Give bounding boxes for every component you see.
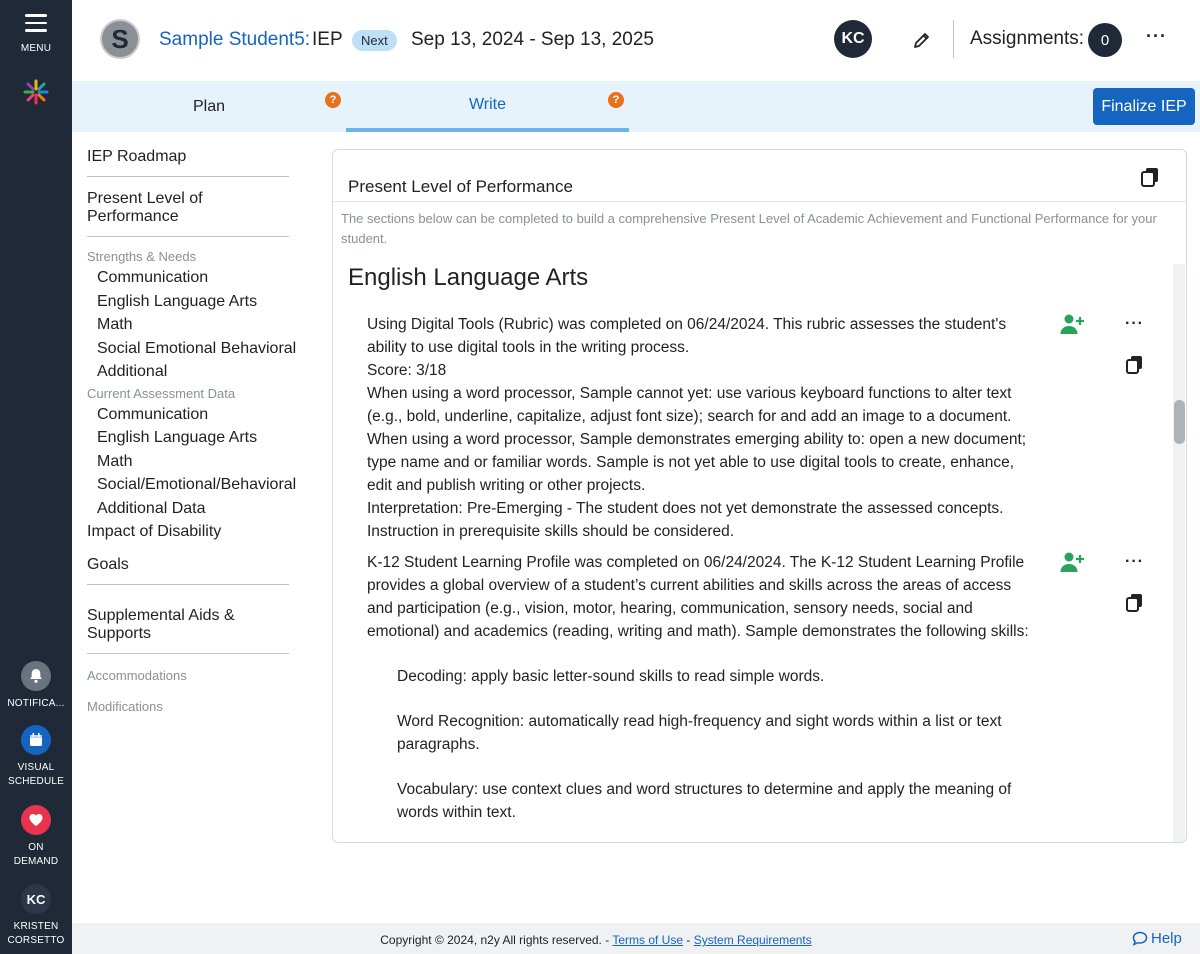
nav-strengths-additional[interactable]: Additional [97,363,168,380]
hamburger-icon [25,14,47,37]
skill-item: Word Recognition: automatically read high-frequency and sight words within a list or text paragraphs. [397,713,1002,753]
student-name-link[interactable]: Sample Student5: [159,29,311,50]
student-avatar[interactable]: S [100,19,140,59]
assessment-entry [367,313,1032,543]
nav-iep-roadmap[interactable]: IEP Roadmap [87,148,187,165]
side-rail [0,0,72,954]
n2y-logo-icon[interactable] [22,78,50,106]
entry-text: Using Digital Tools (Rubric) was completed on 06/24/2024. This rubric assesses the student's ability to use digital tools in the writing process. [367,316,1007,356]
heart-icon [21,805,51,835]
user-avatar: KC [21,884,51,914]
copy-icon[interactable] [1125,593,1145,613]
entry-actions [1059,313,1149,373]
tab-bar [72,81,1200,132]
nav-strengths-seb[interactable]: Social Emotional Behavioral [97,339,297,357]
tab-plan[interactable]: Plan [192,97,226,115]
section-title: English Language Arts [348,264,589,291]
entry-more-button[interactable]: ··· [1125,315,1144,332]
next-badge: Next [352,30,397,51]
finalize-iep-button[interactable]: Finalize IEP [1093,88,1195,125]
assignments-count[interactable]: 0 [1088,23,1122,57]
scrollbar-track[interactable] [1173,264,1185,843]
entry-interpretation: Interpretation: Pre-Emerging - The student does not yet demonstrate the assessed concepts. Instruction in prerequisite skills should be considered. [367,500,1004,540]
tab-write[interactable]: Write [346,81,629,132]
nav-assessment-group: Current Assessment Data [87,385,236,401]
card-title: Present Level of Performance [348,177,573,196]
nav-impact-of-disability[interactable]: Impact of Disability [87,523,222,540]
notifications-button[interactable] [0,661,72,711]
nav-divider [87,653,289,654]
nav-supplemental-aids[interactable]: Supplemental Aids & Supports [87,606,235,642]
nav-goals[interactable]: Goals [87,555,129,573]
terms-of-use-link[interactable]: Terms of Use [612,933,684,947]
help-button[interactable] [1132,930,1182,947]
user-label-1: KRISTEN [13,921,59,932]
visual-schedule-button[interactable] [0,725,72,789]
menu-label: MENU [20,42,52,54]
present-level-card [332,149,1187,843]
date-range: Sep 13, 2024 - Sep 13, 2025 [411,29,654,50]
notifications-label: NOTIFICA... [7,698,65,709]
help-label: Help [1151,930,1182,947]
iep-nav [87,132,297,714]
pencil-icon[interactable] [912,30,932,50]
skill-item: Vocabulary: use context clues and word structures to determine and apply the meaning of words within text. [397,781,1012,821]
nav-strengths-ela[interactable]: English Language Arts [97,292,258,310]
bell-icon [21,661,51,691]
assignments-label: Assignments: [970,28,1085,49]
copy-all-icon[interactable] [1139,166,1161,188]
nav-assessment-math[interactable]: Math [97,452,133,470]
plan-help-icon[interactable]: ? [325,92,341,108]
card-divider [333,201,1187,202]
nav-assessment-ela[interactable]: English Language Arts [97,429,258,446]
entry-score: Score: 3/18 [367,362,447,379]
nav-accommodations[interactable]: Accommodations [87,667,187,683]
add-person-icon[interactable] [1059,551,1085,573]
schedule-label-1: VISUAL [17,762,55,773]
assessment-entry [367,551,1032,824]
schedule-label-2: SCHEDULE [7,776,65,787]
doc-type-label: IEP [312,29,343,50]
header-divider [953,20,954,58]
entry-more-button[interactable]: ··· [1125,553,1144,570]
ondemand-label-1: ON [28,842,44,853]
nav-modifications[interactable]: Modifications [87,698,163,714]
header [72,0,1200,80]
entry-text: K-12 Student Learning Profile was completed on 06/24/2024. The K-12 Student Learning Profile provides a global overview of a student’s current abilities and skills across the areas of access and participation (e.g., vision, motor, hearing, communication, sensory needs, social and emotional) and academics (reading, writing and math). Sample demonstrates the following skills: [367,554,1029,640]
entry-text: When using a word processor, Sample cannot yet: use various keyboard functions to alter text (e.g., bold, underline, capitalize, adjust font size); search for and add an image to a document. When using a word processor, Sample demonstrates emerging ability to: open a new document; type name and or familiar words. Sample is not yet able to use digital tools to create, enhance, edit and publish writing or other projects. [367,385,1027,494]
nav-strengths-communication[interactable]: Communication [97,269,209,286]
user-profile-button[interactable] [0,884,72,948]
nav-divider [87,236,289,237]
scrollbar-thumb[interactable] [1174,400,1185,444]
menu-button[interactable] [0,14,72,56]
write-help-icon[interactable]: ? [608,92,624,108]
card-description: The sections below can be completed to build a comprehensive Present Level of Academic Achievement and Functional Performance for your student. [341,211,1157,246]
system-requirements-link[interactable]: System Requirements [693,933,812,947]
footer-separator: - [686,933,691,947]
add-person-icon[interactable] [1059,313,1085,335]
footer-text [72,933,1120,947]
copyright-text: Copyright © 2024, n2y All rights reserved. - [380,933,610,947]
header-more-button[interactable]: ··· [1146,26,1167,46]
ondemand-label-2: DEMAND [13,856,59,867]
user-initials-avatar[interactable]: KC [834,20,872,58]
nav-assessment-additional[interactable]: Additional Data [97,499,206,517]
nav-strengths-group: Strengths & Needs [87,249,197,264]
on-demand-button[interactable] [0,805,72,869]
calendar-icon [21,725,51,755]
nav-assessment-seb[interactable]: Social/Emotional/Behavioral [97,476,297,493]
nav-present-level[interactable]: Present Level of Performance [87,190,203,225]
skill-item: Decoding: apply basic letter-sound skills to read simple words. [397,668,825,685]
nav-assessment-communication[interactable]: Communication [97,405,209,423]
copy-icon[interactable] [1125,355,1145,375]
nav-strengths-math[interactable]: Math [97,316,133,333]
footer [72,923,1200,954]
entry-actions [1059,551,1149,611]
chat-bubble-icon [1132,931,1148,946]
user-label-2: CORSETTO [7,935,65,946]
